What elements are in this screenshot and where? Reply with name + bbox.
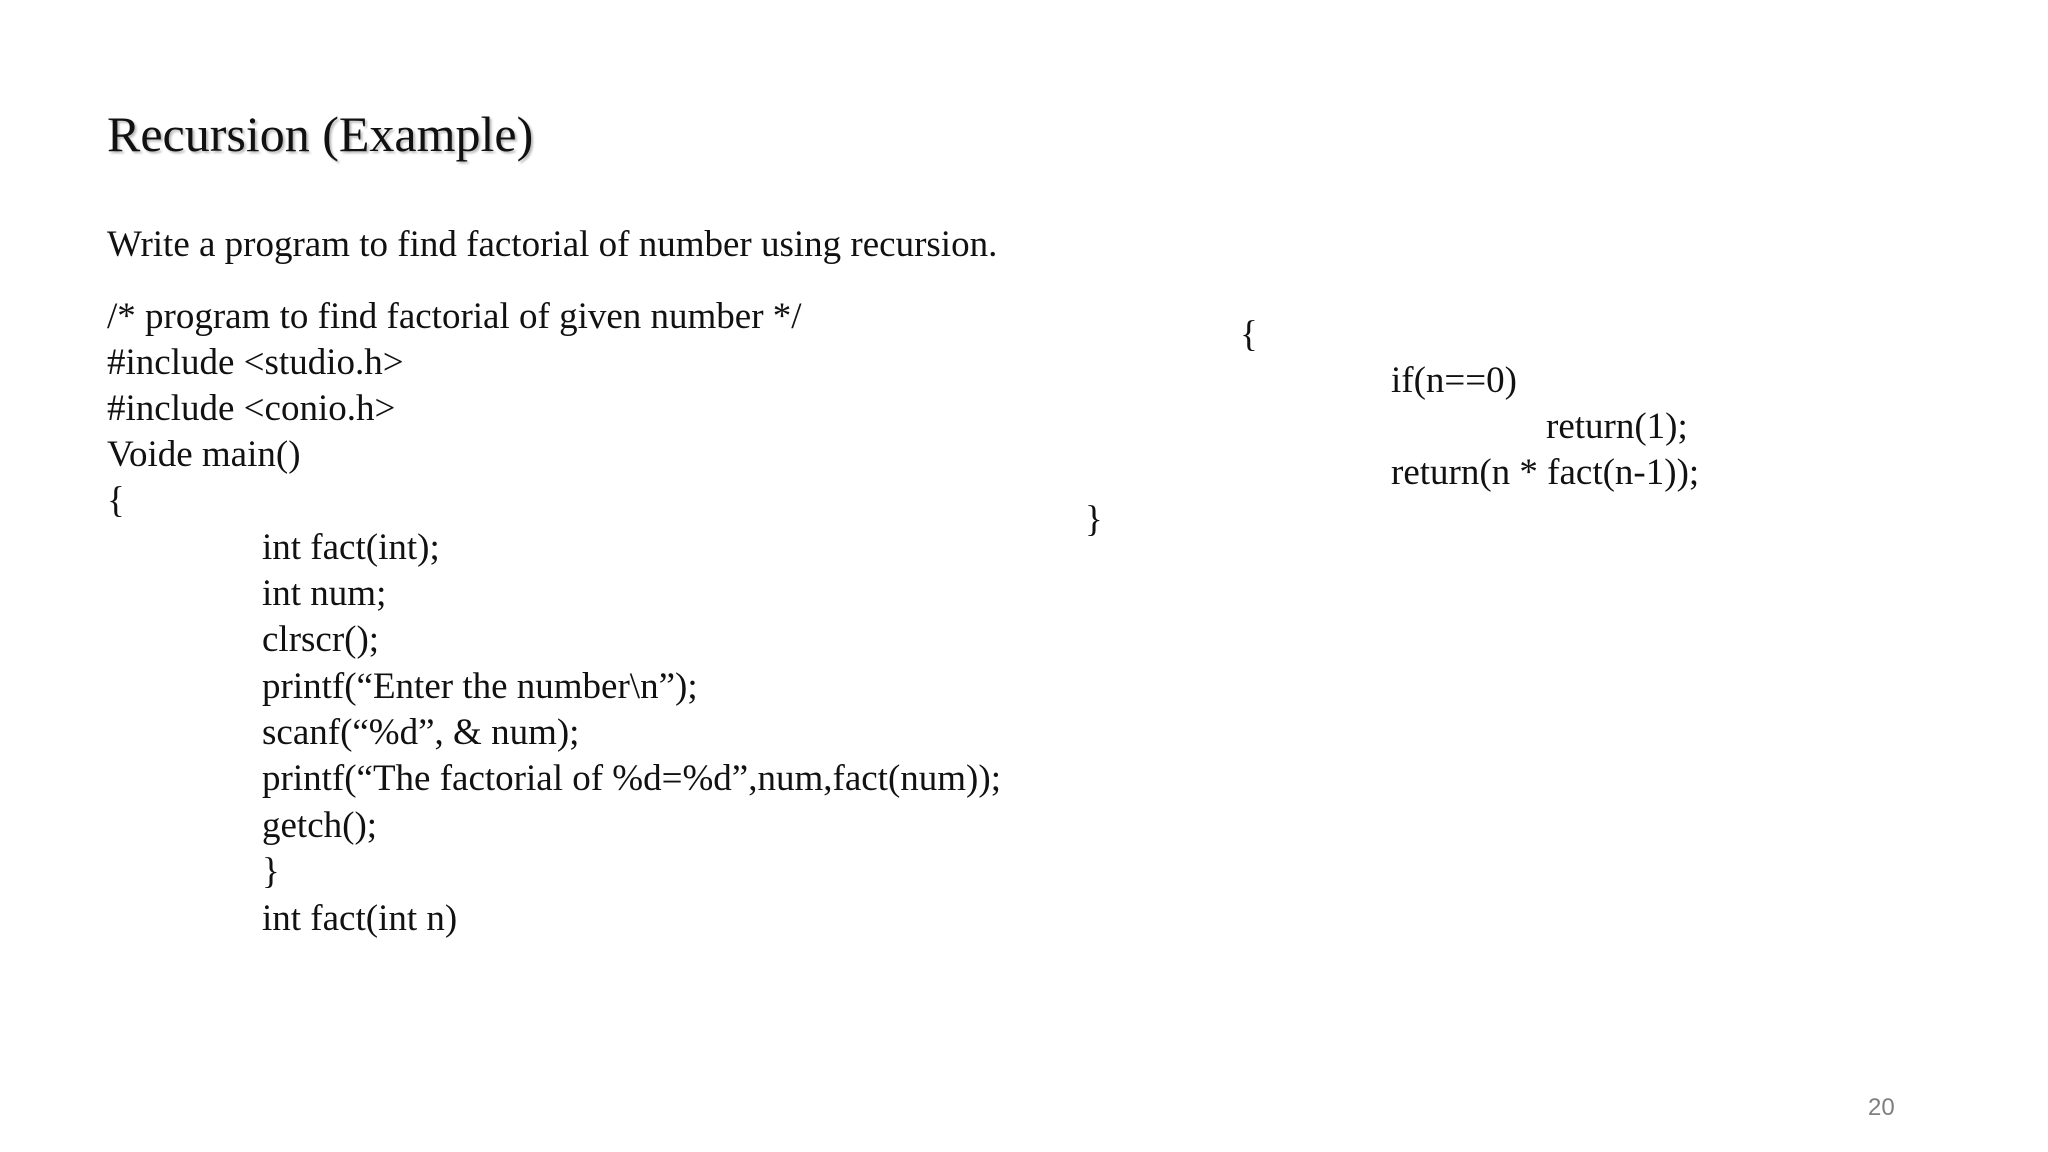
- code-line-include-studio: #include <studio.h>: [107, 342, 404, 383]
- slide-subtitle: Write a program to find factorial of number using recursion.: [107, 224, 998, 265]
- code-line-fact-prototype: int fact(int);: [262, 527, 440, 568]
- code-line-if: if(n==0): [1391, 360, 1517, 401]
- code-line-fact-definition: int fact(int n): [262, 898, 458, 939]
- code-line-getch: getch();: [262, 805, 378, 846]
- code-line-fact-open-brace: {: [1240, 314, 1258, 355]
- code-line-main: Voide main(): [107, 434, 301, 475]
- slide-title: Recursion (Example): [107, 106, 534, 162]
- code-line-include-conio: #include <conio.h>: [107, 388, 396, 429]
- code-line-printf-enter: printf(“Enter the number\n”);: [262, 666, 698, 707]
- code-line-scanf: scanf(“%d”, & num);: [262, 712, 580, 753]
- code-line-open-brace: {: [107, 480, 125, 521]
- code-line-fact-close-brace: }: [1085, 499, 1103, 540]
- code-line-close-brace-main: }: [262, 851, 280, 892]
- code-line-comment: /* program to find factorial of given number */: [107, 296, 802, 337]
- code-line-printf-factorial: printf(“The factorial of %d=%d”,num,fact(num));: [262, 758, 1001, 799]
- code-line-int-num: int num;: [262, 573, 387, 614]
- code-line-return-one: return(1);: [1546, 406, 1688, 447]
- code-line-clrscr: clrscr();: [262, 619, 380, 660]
- code-line-return-recursive: return(n * fact(n-1));: [1391, 452, 1700, 493]
- page-number: 20: [1868, 1094, 1895, 1121]
